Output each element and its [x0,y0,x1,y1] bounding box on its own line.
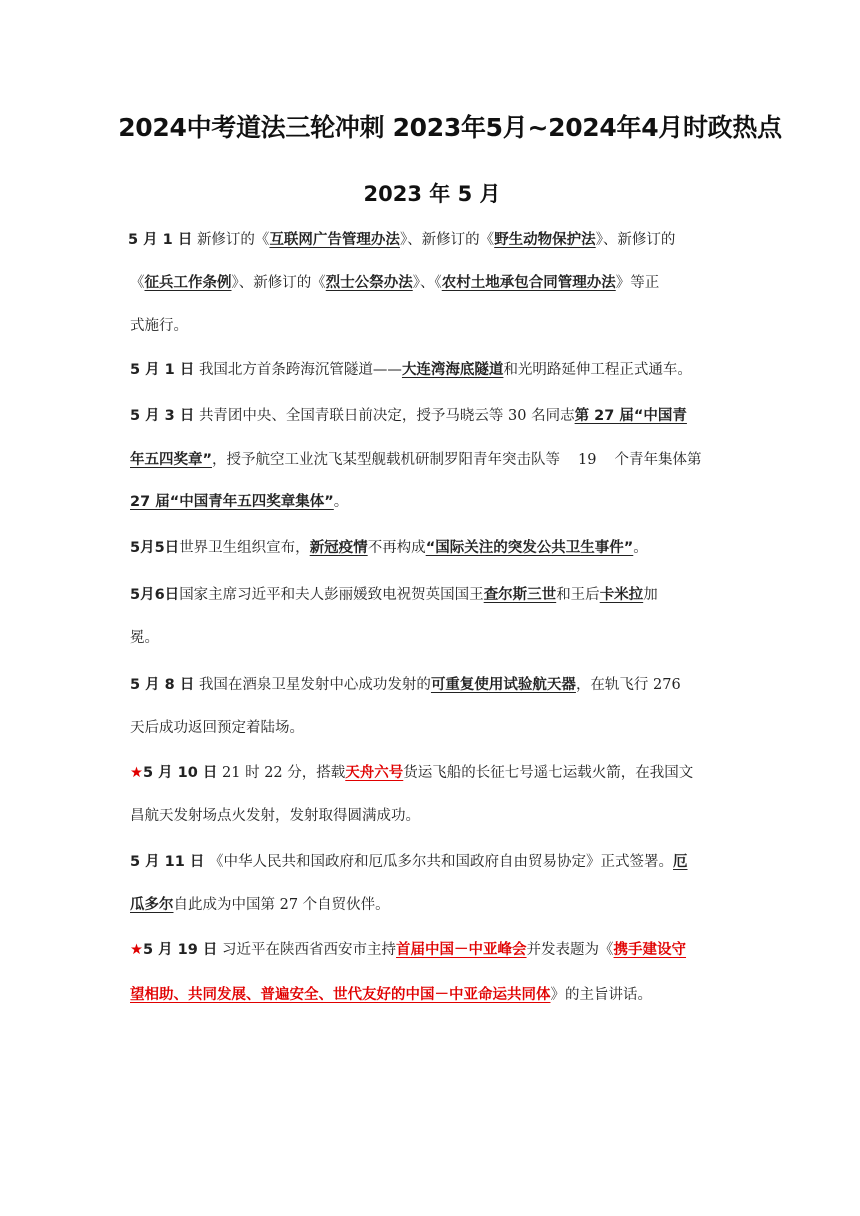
keyword: 年五四奖章” [130,452,213,468]
entry-may-11-line-2: 瓜多尔自此成为中国第 27 个自贸伙伴。 [130,897,390,913]
keyword: 瓜多尔 [130,897,174,913]
entry-may-5: 5月5日世界卫生组织宣布，新冠疫情不再构成“国际关注的突发公共卫生事件”。 [130,540,648,556]
entry-date: 5 月 11 日 [130,854,205,870]
keyword-highlight: 天舟六号 [345,765,404,781]
keyword: 烈士公祭办法 [325,275,413,291]
entry-may-11-line-1: 5 月 11 日 《中华人民共和国政府和厄瓜多尔共和国政府自由贸易协定》正式签署。厄 [130,854,688,870]
entry-date: 5 月 8 日 [130,677,195,693]
keyword: 农村土地承包合同管理办法 [441,275,616,291]
star-icon: ★ [130,765,143,781]
entry-may-8-line-2: 天后成功返回预定着陆场。 [130,720,304,736]
keyword: 查尔斯三世 [483,587,557,603]
entry-may-10-line-2: 昌航天发射场点火发射，发射取得圆满成功。 [130,808,420,824]
entry-may-1-line-3: 式施行。 [130,318,188,334]
entry-date: 5月6日 [130,587,180,603]
keyword: 第 27 届“中国青 [574,408,687,424]
entry-date: 5 月 1 日 [128,232,193,248]
entry-may-6-line-2: 冕。 [130,630,159,646]
keyword: 新冠疫情 [309,540,368,556]
entry-may-3-line-2: 年五四奖章”，授予航空工业沈飞某型舰载机研制罗阳青年突击队等 19 个青年集体第 [130,452,702,468]
entry-date: 5 月 10 日 [143,765,218,781]
keyword: “国际关注的突发公共卫生事件” [425,540,634,556]
entry-may-1-line-2: 《征兵工作条例》、新修订的《烈士公祭办法》、《农村土地承包合同管理办法》等正 [130,275,660,291]
month-heading: 2023 年 5 月 [363,182,501,206]
entry-may-3-line-3: 27 届“中国青年五四奖章集体”。 [130,494,349,510]
entry-may-1b: 5 月 1 日 我国北方首条跨海沉管隧道——大连湾海底隧道和光明路延伸工程正式通车。 [130,362,692,378]
keyword: 征兵工作条例 [144,275,232,291]
keyword: 卡米拉 [599,587,644,603]
keyword: 大连湾海底隧道 [401,362,504,378]
keyword-highlight: 首届中国－中亚峰会 [396,942,527,958]
keyword: 27 届“中国青年五四奖章集体” [130,494,334,510]
entry-date: 5 月 3 日 [130,408,195,424]
entry-may-8-line-1: 5 月 8 日 我国在酒泉卫星发射中心成功发射的可重复使用试验航天器，在轨飞行 276 [130,677,681,693]
keyword: 互联网广告管理办法 [269,232,400,248]
entry-may-1-line-1: 5 月 1 日 新修订的《互联网广告管理办法》、新修订的《野生动物保护法》、新修订的 [128,232,676,248]
entry-may-19-line-1: ★5 月 19 日 习近平在陕西省西安市主持首届中国－中亚峰会并发表题为《携手建设守 [130,942,687,958]
keyword-highlight: 望相助、共同发展、普遍安全、世代友好的中国－中亚命运共同体 [130,987,551,1003]
entry-date: 5 月 19 日 [143,942,218,958]
entry-date: 5月5日 [130,540,180,556]
keyword: 可重复使用试验航天器 [430,677,576,693]
entry-may-6-line-1: 5月6日国家主席习近平和夫人彭丽媛致电祝贺英国国王查尔斯三世和王后卡米拉加 [130,587,658,603]
entry-may-10-line-1: ★5 月 10 日 21 时 22 分，搭载天舟六号货运飞船的长征七号遥七运载火箭，在我国文 [130,765,694,781]
keyword: 野生动物保护法 [494,232,596,248]
entry-date: 5 月 1 日 [130,362,195,378]
entry-may-19-line-2: 望相助、共同发展、普遍安全、世代友好的中国－中亚命运共同体》的主旨讲话。 [130,987,652,1003]
page-title: 2024中考道法三轮冲刺 2023年5月~2024年4月时政热点 [118,113,782,142]
keyword: 厄 [673,854,688,870]
star-icon: ★ [130,942,143,958]
keyword-highlight: 携手建设守 [613,942,687,958]
entry-may-3-line-1: 5 月 3 日 共青团中央、全国青联日前决定，授予马晓云等 30 名同志第 27 届“中国青 [130,408,687,424]
